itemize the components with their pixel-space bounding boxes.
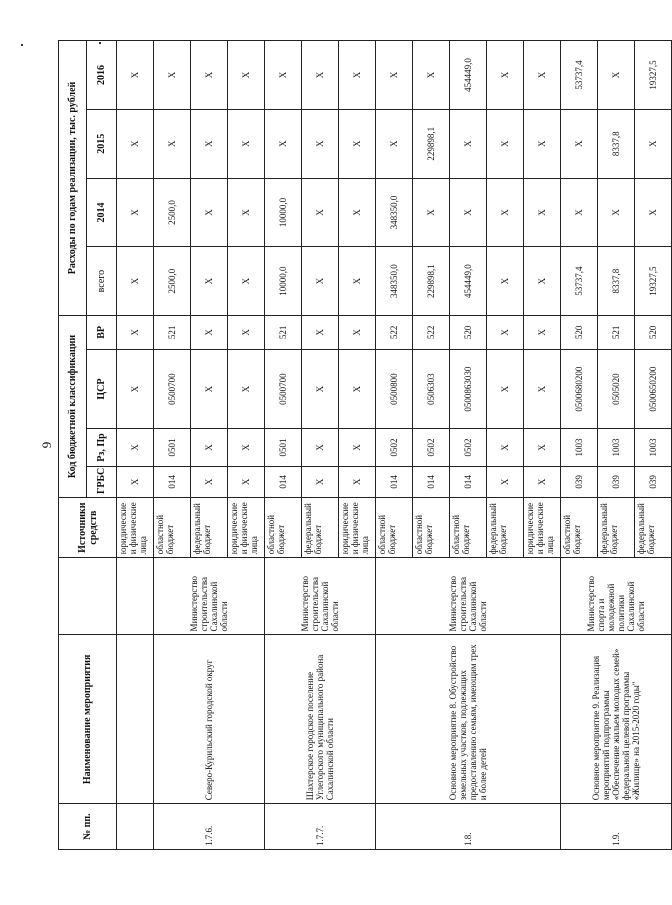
row-2015: X bbox=[228, 109, 265, 178]
row-vr: 521 bbox=[598, 315, 635, 349]
row-total: 348350,0 bbox=[376, 247, 413, 316]
row-csr: 0500650200 bbox=[635, 349, 672, 429]
row-vr: 520 bbox=[450, 315, 487, 349]
row-grbs: 014 bbox=[376, 466, 413, 497]
row-executor: Министерство спорта и молодежной политики Сахалинской области bbox=[561, 558, 672, 635]
row-csr: X bbox=[228, 349, 265, 429]
row-2015: X bbox=[117, 109, 154, 178]
row-total: X bbox=[339, 247, 376, 316]
table-row bbox=[265, 41, 302, 850]
row-total: 2500,0 bbox=[154, 247, 191, 316]
program-activities-table bbox=[58, 40, 672, 850]
row-rzpr: 0501 bbox=[154, 429, 191, 466]
row-funding-source: областной бюджет bbox=[450, 498, 487, 558]
row-rzpr: X bbox=[302, 429, 339, 466]
row-grbs: 014 bbox=[265, 466, 302, 497]
row-grbs: 014 bbox=[154, 466, 191, 497]
row-total: X bbox=[191, 247, 228, 316]
row-rzpr: X bbox=[117, 429, 154, 466]
row-funding-source: федеральный бюджет bbox=[635, 498, 672, 558]
table-row bbox=[154, 41, 191, 850]
row-2015: X bbox=[524, 109, 561, 178]
row-csr: X bbox=[487, 349, 524, 429]
row-2015: X bbox=[154, 109, 191, 178]
row-funding-source: юридические и физические лица bbox=[339, 498, 376, 558]
row-rzpr: 0502 bbox=[376, 429, 413, 466]
header-num: № пп. bbox=[59, 804, 117, 850]
row-2016: X bbox=[154, 41, 191, 110]
row-executor bbox=[117, 558, 154, 635]
row-vr: X bbox=[117, 315, 154, 349]
row-grbs: 039 bbox=[635, 466, 672, 497]
row-rzpr: 0502 bbox=[413, 429, 450, 466]
row-vr: 521 bbox=[154, 315, 191, 349]
row-rzpr: 1003 bbox=[598, 429, 635, 466]
row-vr: X bbox=[191, 315, 228, 349]
row-csr: 0500863030 bbox=[450, 349, 487, 429]
row-total: X bbox=[117, 247, 154, 316]
row-funding-source: областной бюджет bbox=[413, 498, 450, 558]
row-2015: X bbox=[450, 109, 487, 178]
row-total: 454449,0 bbox=[450, 247, 487, 316]
row-vr: X bbox=[339, 315, 376, 349]
row-csr: 0500700 bbox=[265, 349, 302, 429]
row-rzpr: 1003 bbox=[561, 429, 598, 466]
header-total: всего bbox=[87, 247, 117, 316]
row-rzpr: X bbox=[487, 429, 524, 466]
row-2016: X bbox=[413, 41, 450, 110]
row-activity-name bbox=[117, 635, 154, 804]
row-2016: 19327,5 bbox=[635, 41, 672, 110]
row-2016: X bbox=[598, 41, 635, 110]
row-2015: X bbox=[265, 109, 302, 178]
row-csr: 0506303 bbox=[413, 349, 450, 429]
row-rzpr: 0501 bbox=[265, 429, 302, 466]
row-2014: X bbox=[561, 178, 598, 247]
row-rzpr: X bbox=[339, 429, 376, 466]
row-2016: X bbox=[376, 41, 413, 110]
row-funding-source: федеральный бюджет bbox=[302, 498, 339, 558]
header-budget-classification: Код бюджетной классификации bbox=[59, 315, 87, 497]
row-num: 1.7.6. bbox=[154, 804, 265, 850]
row-csr: X bbox=[302, 349, 339, 429]
row-2016: X bbox=[228, 41, 265, 110]
row-rzpr: 1003 bbox=[635, 429, 672, 466]
row-csr: 0500700 bbox=[154, 349, 191, 429]
row-funding-source: областной бюджет bbox=[154, 498, 191, 558]
header-expenses: Расходы по годам реализации, тыс. рублей bbox=[59, 41, 87, 316]
row-grbs: 039 bbox=[561, 466, 598, 497]
row-funding-source: областной бюджет bbox=[561, 498, 598, 558]
row-2016: X bbox=[487, 41, 524, 110]
row-funding-source: юридические и физические лица bbox=[524, 498, 561, 558]
row-2015: X bbox=[635, 109, 672, 178]
row-total: 10000,0 bbox=[265, 247, 302, 316]
header-grbs: ГРБС bbox=[87, 466, 117, 497]
row-grbs: X bbox=[339, 466, 376, 497]
row-csr: X bbox=[117, 349, 154, 429]
row-vr: 520 bbox=[561, 315, 598, 349]
row-funding-source: юридические и физические лица bbox=[228, 498, 265, 558]
row-num: 1.9. bbox=[561, 804, 672, 850]
row-grbs: 014 bbox=[413, 466, 450, 497]
row-2015: X bbox=[487, 109, 524, 178]
row-executor: Министерство строительства Сахалинской области bbox=[154, 558, 265, 635]
page-number: 9 bbox=[39, 441, 54, 449]
row-vr: X bbox=[228, 315, 265, 349]
header-executor bbox=[59, 558, 117, 635]
header-csr: ЦСР bbox=[87, 349, 117, 429]
header-activity-name: Наименование мероприятия bbox=[59, 635, 117, 804]
header-rzpr: Рз, Пр bbox=[87, 429, 117, 466]
row-funding-source: федеральный бюджет bbox=[598, 498, 635, 558]
row-rzpr: X bbox=[191, 429, 228, 466]
row-2014: 2500,0 bbox=[154, 178, 191, 247]
row-2015: X bbox=[302, 109, 339, 178]
row-total: X bbox=[302, 247, 339, 316]
row-activity-name: Северо-Курильский городской округ bbox=[154, 635, 265, 804]
row-rzpr: X bbox=[524, 429, 561, 466]
row-2016: X bbox=[265, 41, 302, 110]
row-grbs: X bbox=[487, 466, 524, 497]
table-body bbox=[117, 41, 672, 850]
header-vr: ВР bbox=[87, 315, 117, 349]
row-grbs: 039 bbox=[598, 466, 635, 497]
row-2015: X bbox=[376, 109, 413, 178]
row-grbs: X bbox=[302, 466, 339, 497]
row-csr: 0500800 bbox=[376, 349, 413, 429]
row-2015: 8337,8 bbox=[598, 109, 635, 178]
row-activity-name: Основное мероприятие 8. Обустройство земельных участков, подлежащих предоставлению семьям, имеющим трех и более детей bbox=[376, 635, 561, 804]
row-2015: X bbox=[339, 109, 376, 178]
row-2014: 10000,0 bbox=[265, 178, 302, 247]
row-2014: X bbox=[598, 178, 635, 247]
row-csr: X bbox=[339, 349, 376, 429]
table-row bbox=[561, 41, 598, 850]
row-total: X bbox=[487, 247, 524, 316]
row-total: X bbox=[524, 247, 561, 316]
row-total: 19327,5 bbox=[635, 247, 672, 316]
row-vr: 520 bbox=[635, 315, 672, 349]
row-funding-source: федеральный бюджет bbox=[487, 498, 524, 558]
header-funding-source: Источники средств bbox=[59, 498, 117, 558]
row-grbs: X bbox=[191, 466, 228, 497]
row-executor: Министерство строительства Сахалинской области bbox=[376, 558, 561, 635]
header-year-2016: 2016 bbox=[87, 41, 117, 110]
row-vr: 522 bbox=[413, 315, 450, 349]
row-num bbox=[117, 804, 154, 850]
row-2016: X bbox=[191, 41, 228, 110]
row-funding-source: федеральный бюджет bbox=[191, 498, 228, 558]
row-grbs: 014 bbox=[450, 466, 487, 497]
row-2016: 454449,0 bbox=[450, 41, 487, 110]
row-grbs: X bbox=[524, 466, 561, 497]
row-2014: X bbox=[191, 178, 228, 247]
row-2014: X bbox=[524, 178, 561, 247]
row-2014: X bbox=[228, 178, 265, 247]
header-year-2014: 2014 bbox=[87, 178, 117, 247]
row-activity-name: Основное мероприятие 9. Реализация мероприятий подпрограммы «Обеспечение жильем молодых семей» федеральной целевой программы «Жилище» на 2015-2020 годы" bbox=[561, 635, 672, 804]
row-grbs: X bbox=[117, 466, 154, 497]
row-num: 1.8. bbox=[376, 804, 561, 850]
row-vr: 521 bbox=[265, 315, 302, 349]
document-page bbox=[38, 40, 658, 850]
row-2016: X bbox=[302, 41, 339, 110]
row-2015: X bbox=[561, 109, 598, 178]
row-num: 1.7.7. bbox=[265, 804, 376, 850]
row-total: 53737,4 bbox=[561, 247, 598, 316]
row-2014: 348350,0 bbox=[376, 178, 413, 247]
scan-speck bbox=[21, 44, 23, 46]
row-rzpr: X bbox=[228, 429, 265, 466]
row-total: 8337,8 bbox=[598, 247, 635, 316]
row-2014: X bbox=[487, 178, 524, 247]
row-2016: X bbox=[524, 41, 561, 110]
row-2016: X bbox=[339, 41, 376, 110]
row-total: 229898,1 bbox=[413, 247, 450, 316]
row-executor: Министерство строительства Сахалинской области bbox=[265, 558, 376, 635]
row-csr: 0505020 bbox=[598, 349, 635, 429]
row-csr: 0500680200 bbox=[561, 349, 598, 429]
row-activity-name: Шахтерское городское поселение Углегорского муниципального района Сахалинской области bbox=[265, 635, 376, 804]
row-vr: X bbox=[487, 315, 524, 349]
row-grbs: X bbox=[228, 466, 265, 497]
row-funding-source: областной бюджет bbox=[265, 498, 302, 558]
row-funding-source: областной бюджет bbox=[376, 498, 413, 558]
row-csr: X bbox=[191, 349, 228, 429]
row-2014: X bbox=[117, 178, 154, 247]
row-total: X bbox=[228, 247, 265, 316]
row-vr: X bbox=[302, 315, 339, 349]
table-row bbox=[117, 41, 154, 850]
row-2014: X bbox=[302, 178, 339, 247]
row-2014: X bbox=[413, 178, 450, 247]
table-row bbox=[376, 41, 413, 850]
row-2016: X bbox=[117, 41, 154, 110]
row-2014: X bbox=[339, 178, 376, 247]
row-2014: X bbox=[635, 178, 672, 247]
row-vr: 522 bbox=[376, 315, 413, 349]
row-rzpr: 0502 bbox=[450, 429, 487, 466]
row-2015: X bbox=[191, 109, 228, 178]
row-2016: 53737,4 bbox=[561, 41, 598, 110]
row-funding-source: юридические и физические лица bbox=[117, 498, 154, 558]
row-2014: X bbox=[450, 178, 487, 247]
header-year-2015: 2015 bbox=[87, 109, 117, 178]
rotated-page-content bbox=[38, 40, 658, 850]
row-2015: 229898,1 bbox=[413, 109, 450, 178]
table-header bbox=[59, 41, 117, 850]
row-vr: X bbox=[524, 315, 561, 349]
row-csr: X bbox=[524, 349, 561, 429]
